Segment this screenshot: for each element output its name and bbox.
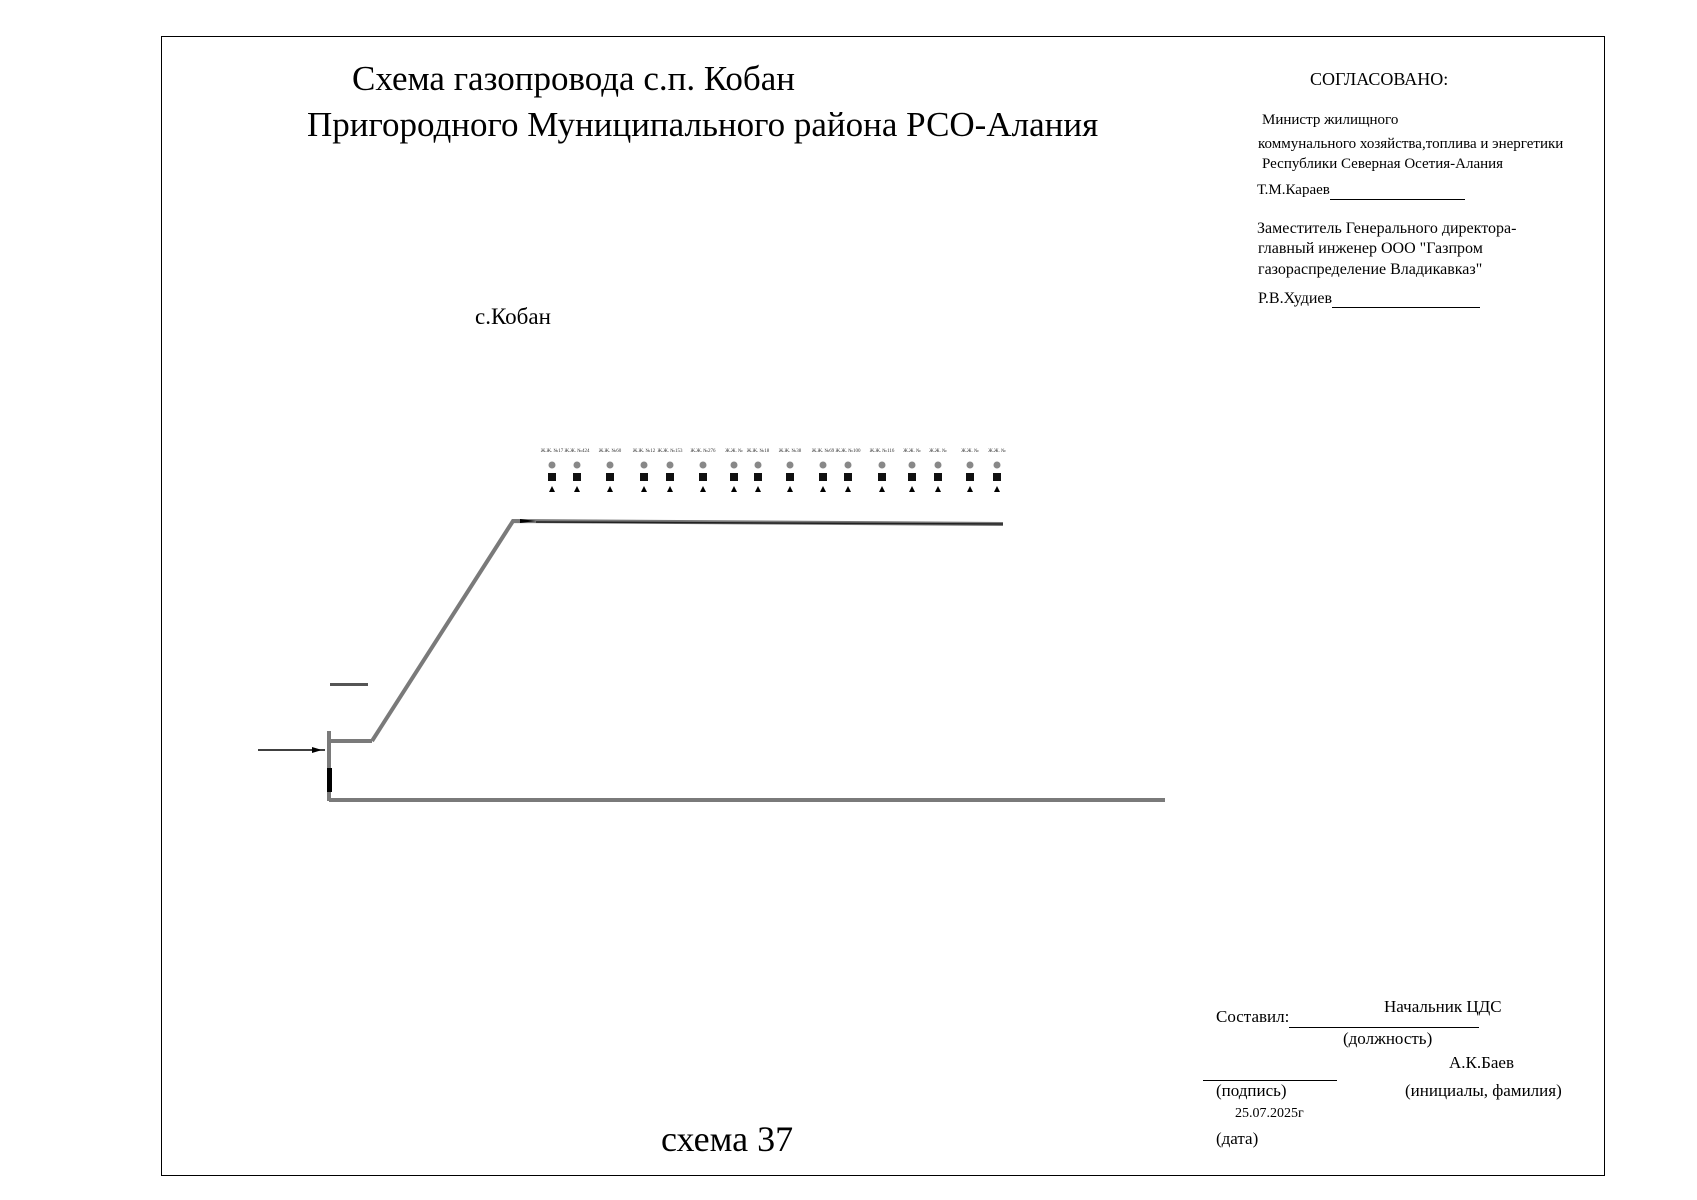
tiny-annotation xyxy=(330,683,368,686)
scheme-title-line2: Пригородного Муниципального района РСО-Алания xyxy=(307,105,1099,144)
valve-triangle-icon xyxy=(787,486,793,492)
valve-triangle-icon xyxy=(967,486,973,492)
meter-icon xyxy=(787,462,794,469)
valve-triangle-icon xyxy=(755,486,761,492)
meter-icon xyxy=(879,462,886,469)
consumer-14 xyxy=(929,448,947,492)
minister-line1: Министр жилищного xyxy=(1262,112,1399,128)
boiler-icon xyxy=(993,473,1001,481)
consumer-label: Ж.Ж. №116 xyxy=(869,449,895,454)
boiler-icon xyxy=(754,473,762,481)
consumer-6 xyxy=(691,448,716,492)
approval-heading: СОГЛАСОВАНО: xyxy=(1310,69,1449,89)
consumer-15 xyxy=(961,448,979,492)
valve-triangle-icon xyxy=(994,486,1000,492)
boiler-icon xyxy=(640,473,648,481)
meter-icon xyxy=(755,462,762,469)
scheme-title-line1: Схема газопровода с.п. Кобан xyxy=(352,59,796,98)
meter-icon xyxy=(731,462,738,469)
meter-icon xyxy=(820,462,827,469)
consumer-label: Ж.Ж. № xyxy=(988,449,1006,454)
deputy-line3: газораспределение Владикавказ" xyxy=(1258,261,1483,278)
valve-marker xyxy=(327,768,332,792)
valve-triangle-icon xyxy=(879,486,885,492)
valve-triangle-icon xyxy=(845,486,851,492)
consumer-group xyxy=(541,448,1006,492)
consumer-label: Ж.Ж. №12 xyxy=(632,449,656,454)
consumer-7 xyxy=(725,448,743,492)
name-value: А.К.Баев xyxy=(1449,1053,1514,1072)
consumer-label: Ж.Ж. № xyxy=(725,449,743,454)
entry-arrow xyxy=(312,747,322,753)
consumer-9 xyxy=(779,448,802,492)
consumer-1 xyxy=(541,448,564,492)
name-caption: (инициалы, фамилия) xyxy=(1405,1081,1562,1100)
minister-name: Т.М.Караев xyxy=(1257,182,1330,198)
signature-caption: (подпись) xyxy=(1216,1081,1287,1100)
meter-icon xyxy=(641,462,648,469)
meter-icon xyxy=(909,462,916,469)
position-value: Начальник ЦДС xyxy=(1384,997,1502,1016)
minister-line2: коммунального хозяйства,топлива и энергетики xyxy=(1258,136,1564,152)
meter-icon xyxy=(845,462,852,469)
meter-icon xyxy=(607,462,614,469)
boiler-icon xyxy=(786,473,794,481)
date-caption: (дата) xyxy=(1216,1129,1259,1148)
position-caption: (должность) xyxy=(1343,1029,1433,1048)
scheme-number: схема 37 xyxy=(661,1119,794,1159)
valve-triangle-icon xyxy=(700,486,706,492)
consumer-label: Ж.Ж. №60 xyxy=(598,449,622,454)
valve-triangle-icon xyxy=(641,486,647,492)
boiler-icon xyxy=(844,473,852,481)
village-label: с.Кобан xyxy=(475,304,551,329)
consumer-4 xyxy=(633,448,656,492)
consumer-8 xyxy=(747,448,770,492)
valve-triangle-icon xyxy=(574,486,580,492)
consumer-16 xyxy=(988,448,1006,492)
deputy-line2: главный инженер ООО "Газпром xyxy=(1258,240,1483,257)
consumer-label: Ж.Ж. № xyxy=(903,449,921,454)
meter-icon xyxy=(935,462,942,469)
valve-triangle-icon xyxy=(820,486,826,492)
consumer-label: Ж.Ж. №276 xyxy=(690,449,716,454)
boiler-icon xyxy=(908,473,916,481)
deputy-line1: Заместитель Генерального директора- xyxy=(1257,220,1517,237)
consumer-11 xyxy=(836,448,861,492)
consumer-3 xyxy=(599,448,622,492)
valve-triangle-icon xyxy=(549,486,555,492)
boiler-icon xyxy=(934,473,942,481)
consumer-label: Ж.Ж. №424 xyxy=(564,449,590,454)
valve-triangle-icon xyxy=(667,486,673,492)
consumer-2 xyxy=(565,448,590,492)
compiled-label: Составил: xyxy=(1216,1007,1290,1026)
meter-icon xyxy=(549,462,556,469)
boiler-icon xyxy=(878,473,886,481)
consumer-label: Ж.Ж. №100 xyxy=(835,449,861,454)
consumer-label: Ж.Ж. №153 xyxy=(657,449,683,454)
minister-line3: Республики Северная Осетия-Алания xyxy=(1262,156,1504,172)
date-value: 25.07.2025г xyxy=(1235,1106,1304,1121)
consumer-label: Ж.Ж. №38 xyxy=(778,449,802,454)
boiler-icon xyxy=(548,473,556,481)
boiler-icon xyxy=(966,473,974,481)
consumer-label: Ж.Ж. № xyxy=(929,449,947,454)
main-pipe xyxy=(372,521,1003,741)
boiler-icon xyxy=(573,473,581,481)
meter-icon xyxy=(994,462,1001,469)
valve-triangle-icon xyxy=(935,486,941,492)
deputy-name: Р.В.Худиев xyxy=(1258,290,1333,307)
meter-icon xyxy=(700,462,707,469)
consumer-13 xyxy=(903,448,921,492)
consumer-label: Ж.Ж. №17 xyxy=(540,449,564,454)
consumer-label: Ж.Ж. № xyxy=(961,449,979,454)
valve-triangle-icon xyxy=(909,486,915,492)
boiler-icon xyxy=(666,473,674,481)
consumer-label: Ж.Ж. №69 xyxy=(811,449,835,454)
consumer-10 xyxy=(812,448,835,492)
valve-triangle-icon xyxy=(731,486,737,492)
pipeline-network xyxy=(329,521,1165,801)
boiler-icon xyxy=(699,473,707,481)
meter-icon xyxy=(667,462,674,469)
boiler-icon xyxy=(606,473,614,481)
consumer-12 xyxy=(870,448,895,492)
boiler-icon xyxy=(730,473,738,481)
valve-triangle-icon xyxy=(607,486,613,492)
meter-icon xyxy=(574,462,581,469)
consumer-label: Ж.Ж. №18 xyxy=(746,449,770,454)
boiler-icon xyxy=(819,473,827,481)
meter-icon xyxy=(967,462,974,469)
consumer-5 xyxy=(658,448,683,492)
